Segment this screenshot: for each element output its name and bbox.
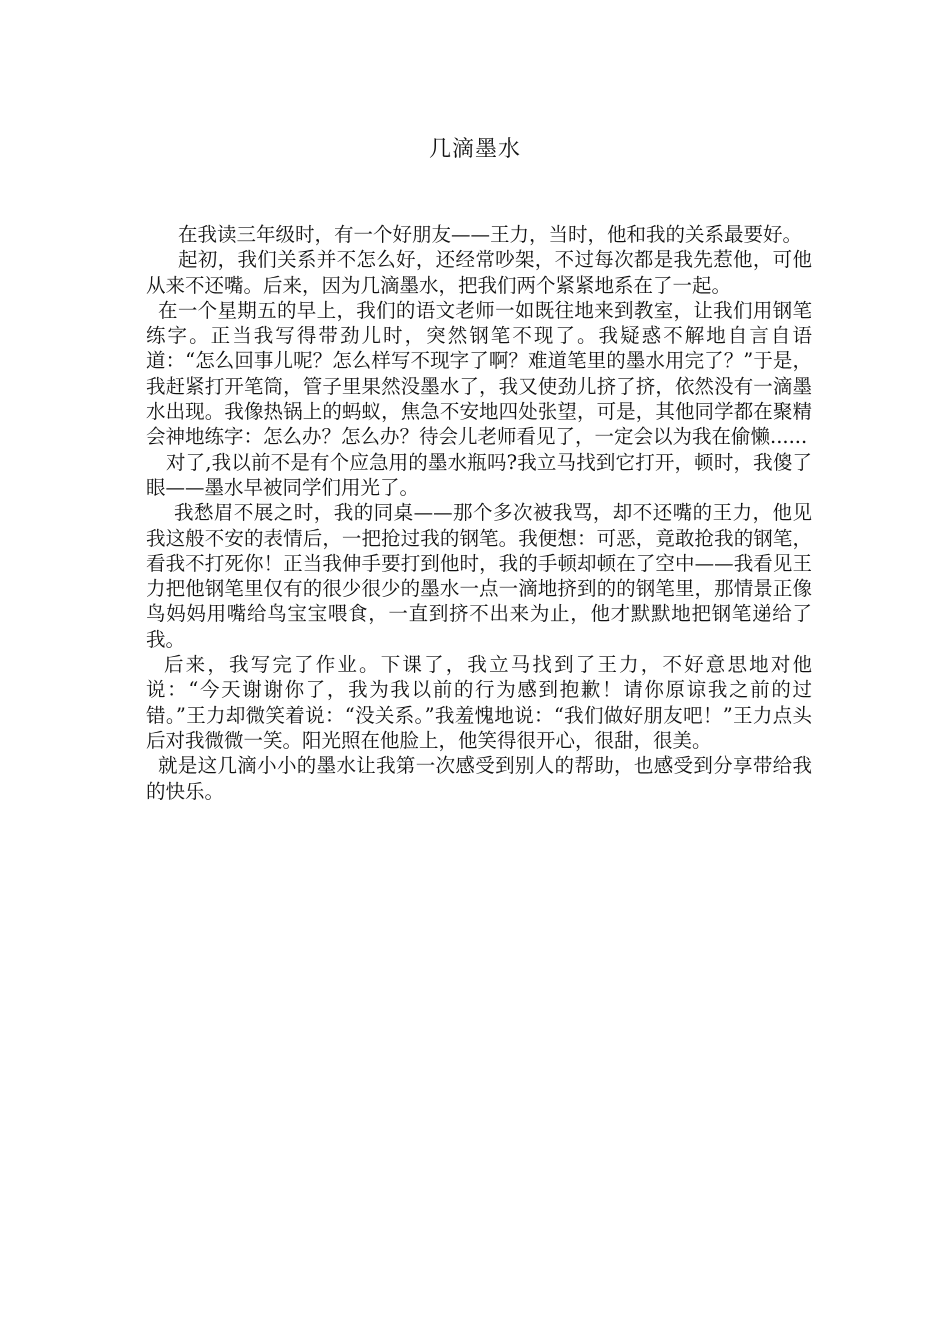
- paragraph-6: 后来，我写完了作业。下课了，我立马找到了王力，不好意思地对他说：“今天谢谢你了，我为我以前的行为感到抱歉！请你原谅我之前的过错。”王力却微笑着说：“没关系。”我羞愧地说：“我们做好朋友吧！”王力点头后对我微微一笑。阳光照在他脸上，他笑得很开心，很甜，很美。: [146, 653, 812, 752]
- document-title: 几滴墨水: [428, 137, 521, 162]
- paragraph-5: 我愁眉不展之时，我的同桌——那个多次被我骂，却不还嘴的王力，他见我这般不安的表情后，一把抢过我的钢笔。我便想：可恶，竟敢抢我的钢笔，看我不打死你！正当我伸手要打到他时，我的手顿却顿在了空中——我看见王力把他钢笔里仅有的很少很少的墨水一点一滴地挤到的的钢笔里，那情景正像鸟妈妈用嘴给鸟宝宝喂食，一直到挤不出来为止，他才默默地把钢笔递给了我。: [146, 501, 812, 651]
- paragraph-7: 就是这几滴小小的墨水让我第一次感受到别人的帮助，也感受到分享带给我的快乐。: [146, 754, 812, 803]
- paragraph-1: 在我读三年级时，有一个好朋友——王力，当时，他和我的关系最要好。: [178, 223, 803, 246]
- paragraph-4: 对了,我以前不是有个应急用的墨水瓶吗?我立马找到它打开，顿时，我傻了眼——墨水早被同学们用光了。: [146, 450, 812, 499]
- document-body: [146, 222, 812, 804]
- paragraph-3: 在一个星期五的早上，我们的语文老师一如既往地来到教室，让我们用钢笔练字。正当我写得带劲儿时，突然钢笔不现了。我疑惑不解地自言自语道：“怎么回事儿呢？怎么样写不现字了啊？难道笔里的墨水用完了？”于是，我赶紧打开笔筒，管子里果然没墨水了，我又使劲儿挤了挤，依然没有一滴墨水出现。我像热锅上的蚂蚁，焦急不安地四处张望，可是，其他同学都在聚精会神地练字：怎么办？怎么办？待会儿老师看见了，一定会以为我在偷懒......: [146, 298, 812, 449]
- paragraph-2: 起初，我们关系并不怎么好，还经常吵架，不过每次都是我先惹他，可他从来不还嘴。后来，因为几滴墨水，把我们两个紧紧地系在了一起。: [146, 248, 812, 297]
